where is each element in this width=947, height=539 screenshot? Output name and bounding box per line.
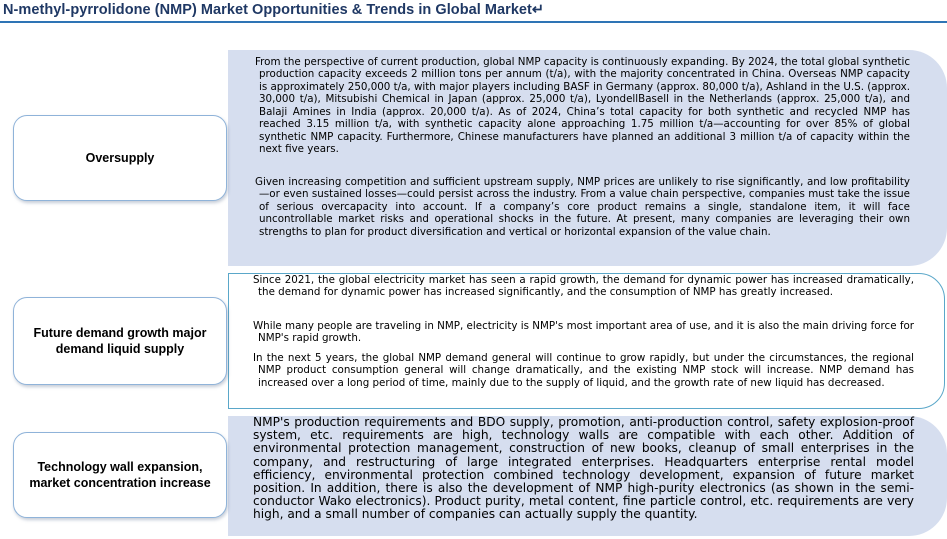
demand-growth-label-box bbox=[13, 297, 227, 385]
page-title: N-methyl-pyrrolidone (NMP) Market Opportunities & Trends in Global Market↵ bbox=[3, 2, 545, 18]
title-underline bbox=[0, 21, 947, 23]
oversupply-paragraph-1: From the perspective of current production, global NMP capacity is continuously expanding. By 2024, the total global synthetic production capacity exceeds 2 million tons per annum (t/a), with the majority concentrated in China. Overseas NMP capacity is approximately 250,000 t/a, with major players including BASF in Germany (approx. 80,000 t/a), Ashland in the U.S. (approx. 30,000 t/a), Mitsubishi Chemical in Japan (approx. 25,000 t/a), LyondellBasell in the Netherlands (approx. 25,000 t/a), and Balaji Amines in India (approx. 20,000 t/a). As of 2024, China’s total capacity for both synthetic and recycled NMP has reached 3.15 million t/a, with synthetic capacity alone approaching 1.75 million t/a—accounting for over 85% of global synthetic NMP capacity. Furthermore, Chinese manufacturers have planned an additional 3 million t/a of capacity within the next five years. bbox=[255, 56, 911, 156]
oversupply-label-box bbox=[13, 115, 227, 201]
demand-growth-paragraph-2: While many people are traveling in NMP, electricity is NMP's most important area of use, and it is also the main driving force for NMP's rapid growth. bbox=[253, 320, 914, 345]
demand-growth-label: Future demand growth major demand liquid supply bbox=[33, 326, 207, 356]
technology-wall-label-box bbox=[13, 432, 227, 518]
technology-wall-label: Technology wall expansion, market concentration increase bbox=[29, 460, 211, 490]
demand-growth-paragraph-1: Since 2021, the global electricity market has seen a rapid growth, the demand for dynamic power has increased dramatically, the demand for dynamic power has increased significantly, and the consumption of NMP has greatly increased. bbox=[253, 274, 914, 299]
oversupply-paragraph-2: Given increasing competition and sufficient upstream supply, NMP prices are unlikely to rise significantly, and low profitability—or even sustained losses—could persist across the industry. From a value chain perspective, companies must take the issue of serious overcapacity into account. If a company’s core product remains a single, standalone item, it will face uncontrollable market risks and operational shocks in the future. At present, many companies are leveraging their own strengths to plan for product diversification and vertical or horizontal expansion of the value chain. bbox=[255, 176, 910, 238]
technology-wall-paragraph-1: NMP's production requirements and BDO supply, promotion, anti-production control, safety explosion-proof system, etc. requirements are high, technology walls are compatible with each other. Addition of environmental protection management, construction of new books, cleanup of small enterprises in the company, and restructuring of large integrated enterprises. Headquarters enterprise rental model efficiency, environmental protection combined technology development, expansion of future market position. In addition, there is also the development of NMP high-purity electronics (as shown in the semi-conductor Wako electronics). Product purity, metal content, fine particle control, etc. requirements are very high, and a small number of companies can actually supply the quantity. bbox=[253, 415, 914, 522]
demand-growth-paragraph-3: In the next 5 years, the global NMP demand general will continue to grow rapidly, but under the circumstances, the regional NMP product consumption general will change dramatically, and the existing NMP stock will increase. NMP demand has increased over a long period of time, mainly due to the supply of liquid, and the growth rate of new liquid has decreased. bbox=[253, 352, 914, 389]
oversupply-label: Oversupply bbox=[85, 151, 155, 165]
